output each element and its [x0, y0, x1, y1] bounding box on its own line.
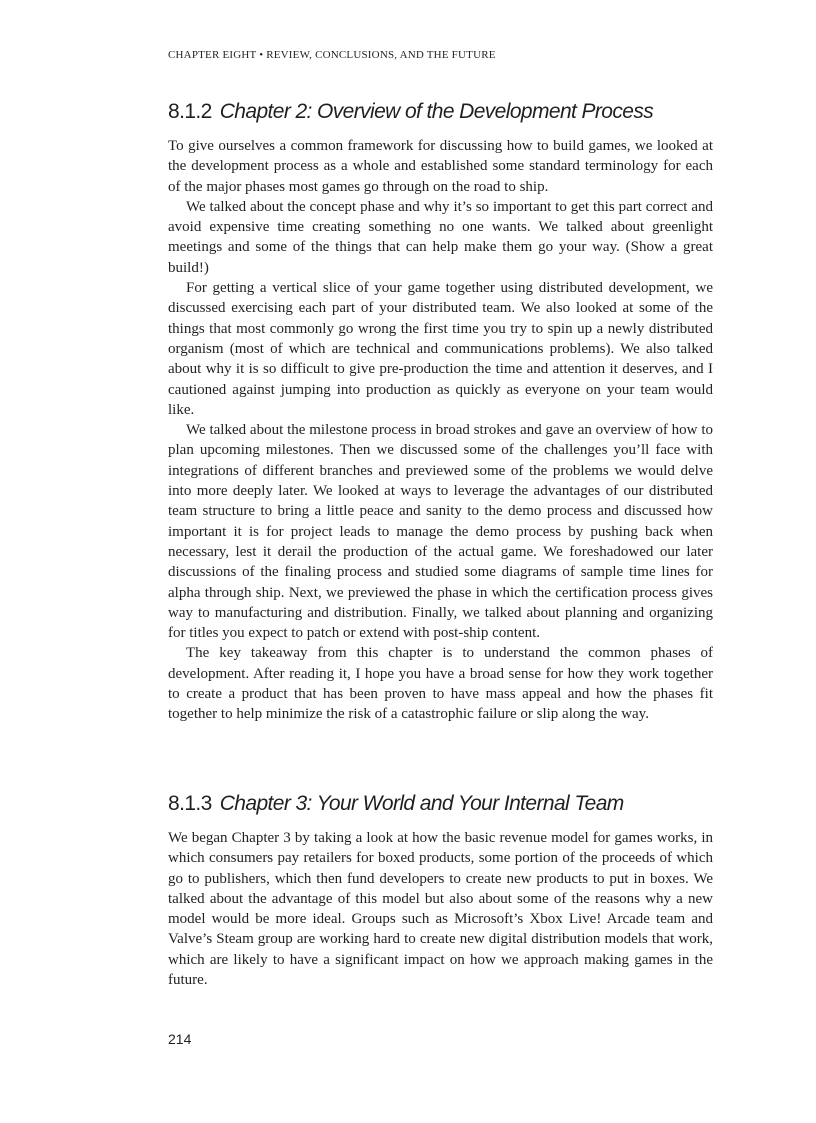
paragraph: We began Chapter 3 by taking a look at how the basic revenue model for games works, in which consumers pay retailers for boxed products, some portion of the proceeds of which go to publishers, which then fund developers to create new products to put in boxes. We talked about the advantage of this model but also about some of the reasons why a new model would be more ideal. Groups such as Microsoft’s Xbox Live! Arcade team and Valve’s Steam group are working hard to create new digital distribution models that work, which are likely to have a significant impact on how we approach making games in the future. — [168, 830, 713, 989]
running-head: CHAPTER EIGHT • REVIEW, CONCLUSIONS, AND THE FUTURE — [168, 49, 496, 61]
paragraph: We talked about the concept phase and why it’s so important to get this part correct and avoid expensive time creating something no one wants. We talked about greenlight meetings and some of the things that can help make them go your way. (Show a great build!) — [168, 198, 713, 276]
paragraph: For getting a vertical slice of your game together using distributed development, we discussed exercising each part of your distributed team. We also looked at some of the things that most commonly go wrong the first time you try to spin up a newly distributed organism (most of which are technical and communications problems). We also talked about why it is so difficult to give pre-production the time and attention it deserves, and I cautioned against jumping into production as quickly as everyone on your team would like. — [168, 280, 713, 418]
section-heading-8-1-2 — [168, 100, 653, 124]
section-body-8-1-2 — [168, 136, 713, 725]
section-body-8-1-3 — [168, 828, 713, 990]
page-number: 214 — [168, 1031, 192, 1047]
section-title: Chapter 2: Overview of the Development Process — [219, 100, 654, 123]
section-number: 8.1.2 — [168, 100, 212, 123]
paragraph: To give ourselves a common framework for discussing how to build games, we looked at the development process as a whole and established some standard terminology for each of the major phases most games go through on the road to ship. — [168, 138, 713, 195]
section-number: 8.1.3 — [168, 792, 212, 815]
section-heading-8-1-3 — [168, 792, 624, 816]
paragraph: The key takeaway from this chapter is to understand the common phases of development. After reading it, I hope you have a broad sense for how they work together to create a product that has been proven to have mass appeal and how the phases fit together to help minimize the risk of a catastrophic failure or slip along the way. — [168, 645, 713, 723]
section-title: Chapter 3: Your World and Your Internal Team — [219, 792, 624, 815]
paragraph: We talked about the milestone process in broad strokes and gave an overview of how to plan upcoming milestones. Then we discussed some of the challenges you’ll face with integrations of different branches and previewed some of the problems we would delve into more deeply later. We looked at ways to leverage the advantages of our distributed team structure to bring a little peace and sanity to the demo process and discussed how important it is for project leads to manage the demo process by pushing back when necessary, lest it derail the production of the actual game. We foreshadowed our later discussions of the finaling process and studied some diagrams of sample time lines for alpha through ship. Next, we previewed the phase in which the certification process gives way to manufacturing and distribution. Finally, we talked about planning and organizing for titles you expect to patch or extend with post-ship content. — [168, 422, 713, 642]
